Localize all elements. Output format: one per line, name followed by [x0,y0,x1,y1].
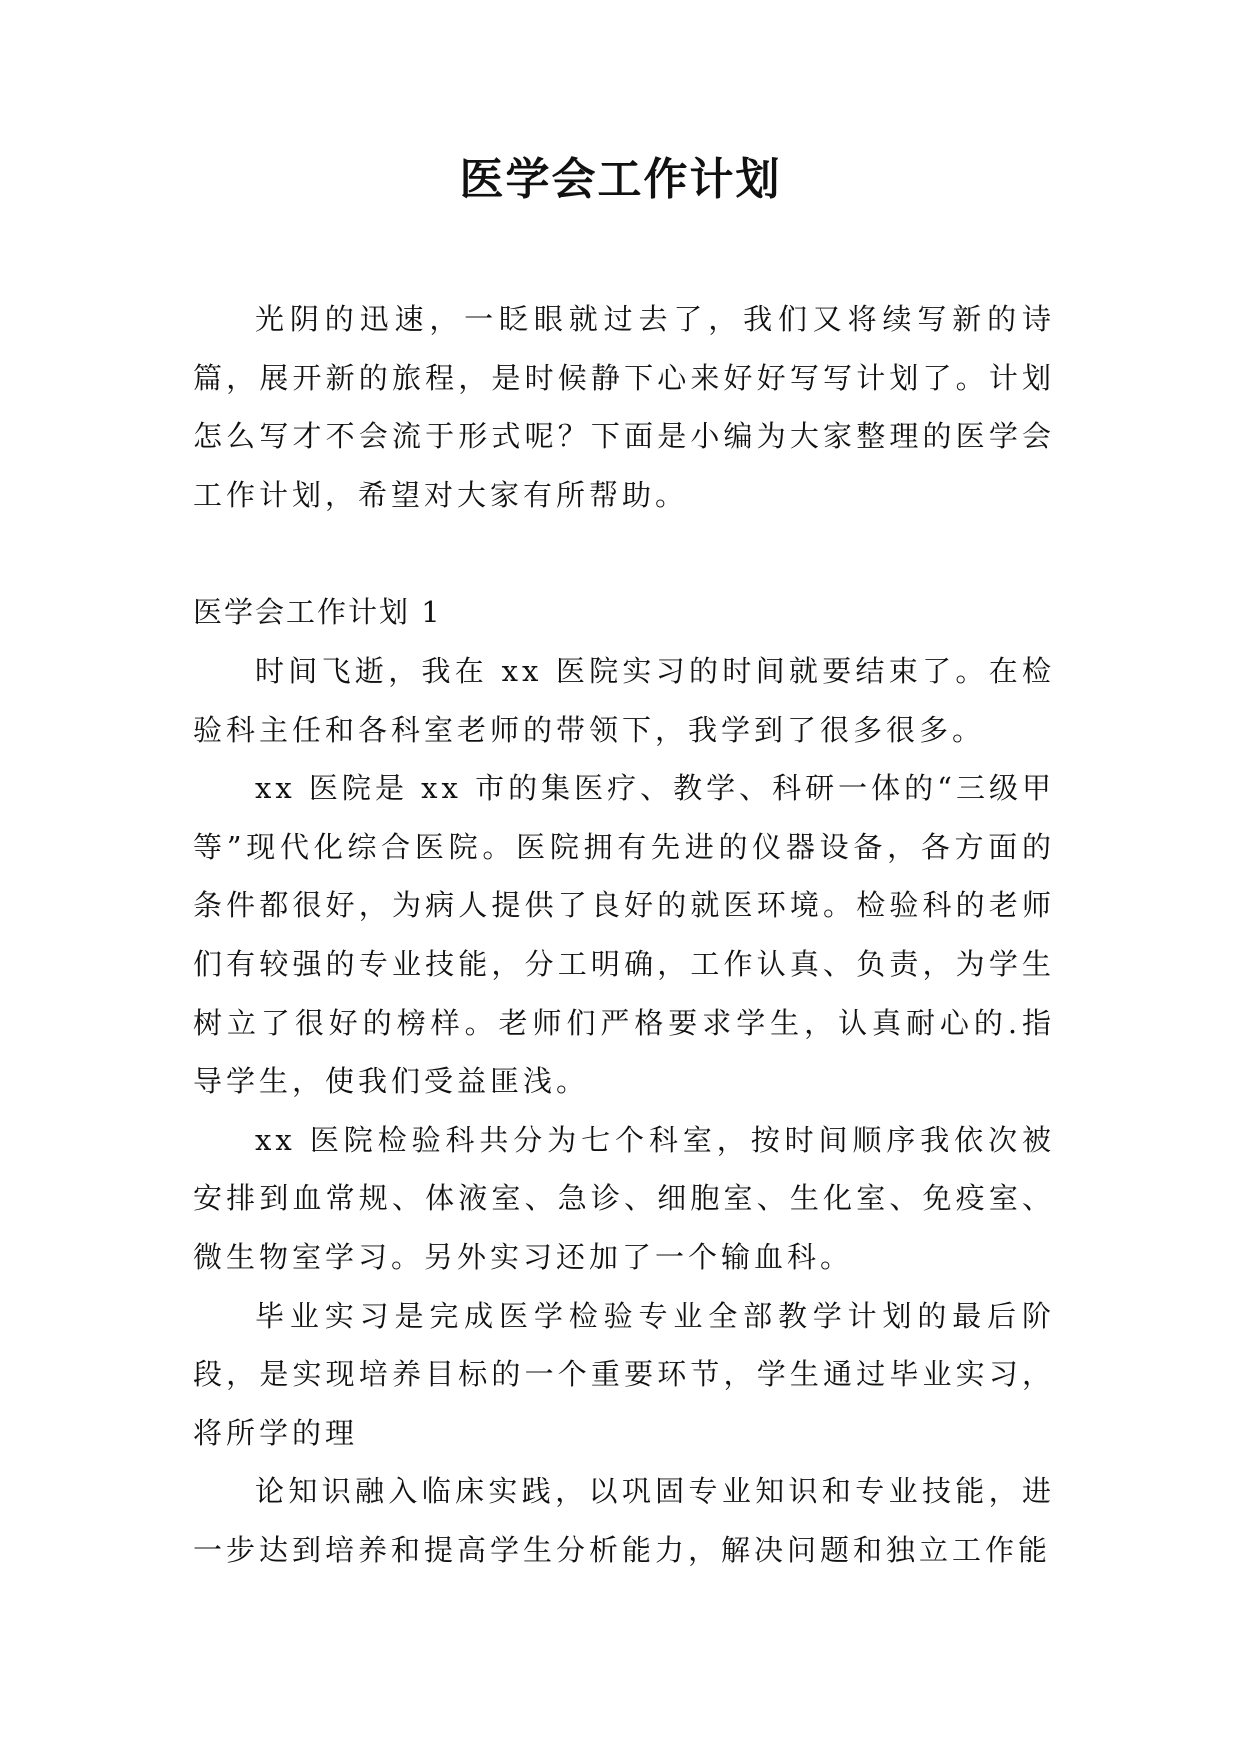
document-body [193,290,1055,1579]
body-paragraph-2: xx 医院是 xx 市的集医疗、教学、科研一体的“三级甲等”现代化综合医院。医院拥有先进的仪器设备，各方面的条件都很好，为病人提供了良好的就医环境。检验科的老师们有较强的专业技能，分工明确，工作认真、负责，为学生树立了很好的榜样。老师们严格要求学生，认真耐心的.指导学生，使我们受益匪浅。 [193,771,1055,1099]
body-paragraph-4: 毕业实习是完成医学检验专业全部教学计划的最后阶段，是实现培养目标的一个重要环节，学生通过毕业实习，将所学的理 [193,1298,1055,1450]
body-paragraph-3: xx 医院检验科共分为七个科室，按时间顺序我依次被安排到血常规、体液室、急诊、细胞室、生化室、免疫室、微生物室学习。另外实习还加了一个输血科。 [193,1122,1055,1274]
intro-paragraph: 光阴的迅速，一眨眼就过去了，我们又将续写新的诗篇，展开新的旅程，是时候静下心来好好写写计划了。计划怎么写才不会流于形式呢？下面是小编为大家整理的医学会工作计划，希望对大家有所帮助。 [193,302,1055,512]
body-paragraph-1: 时间飞逝，我在 xx 医院实习的时间就要结束了。在检验科主任和各科室老师的带领下，我学到了很多很多。 [193,653,1055,747]
body-paragraph-5: 论知识融入临床实践，以巩固专业知识和专业技能，进一步达到培养和提高学生分析能力，解决问题和独立工作能 [193,1474,1055,1567]
document-title: 医学会工作计划 [459,154,782,205]
section-heading: 医学会工作计划 1 [193,595,442,630]
